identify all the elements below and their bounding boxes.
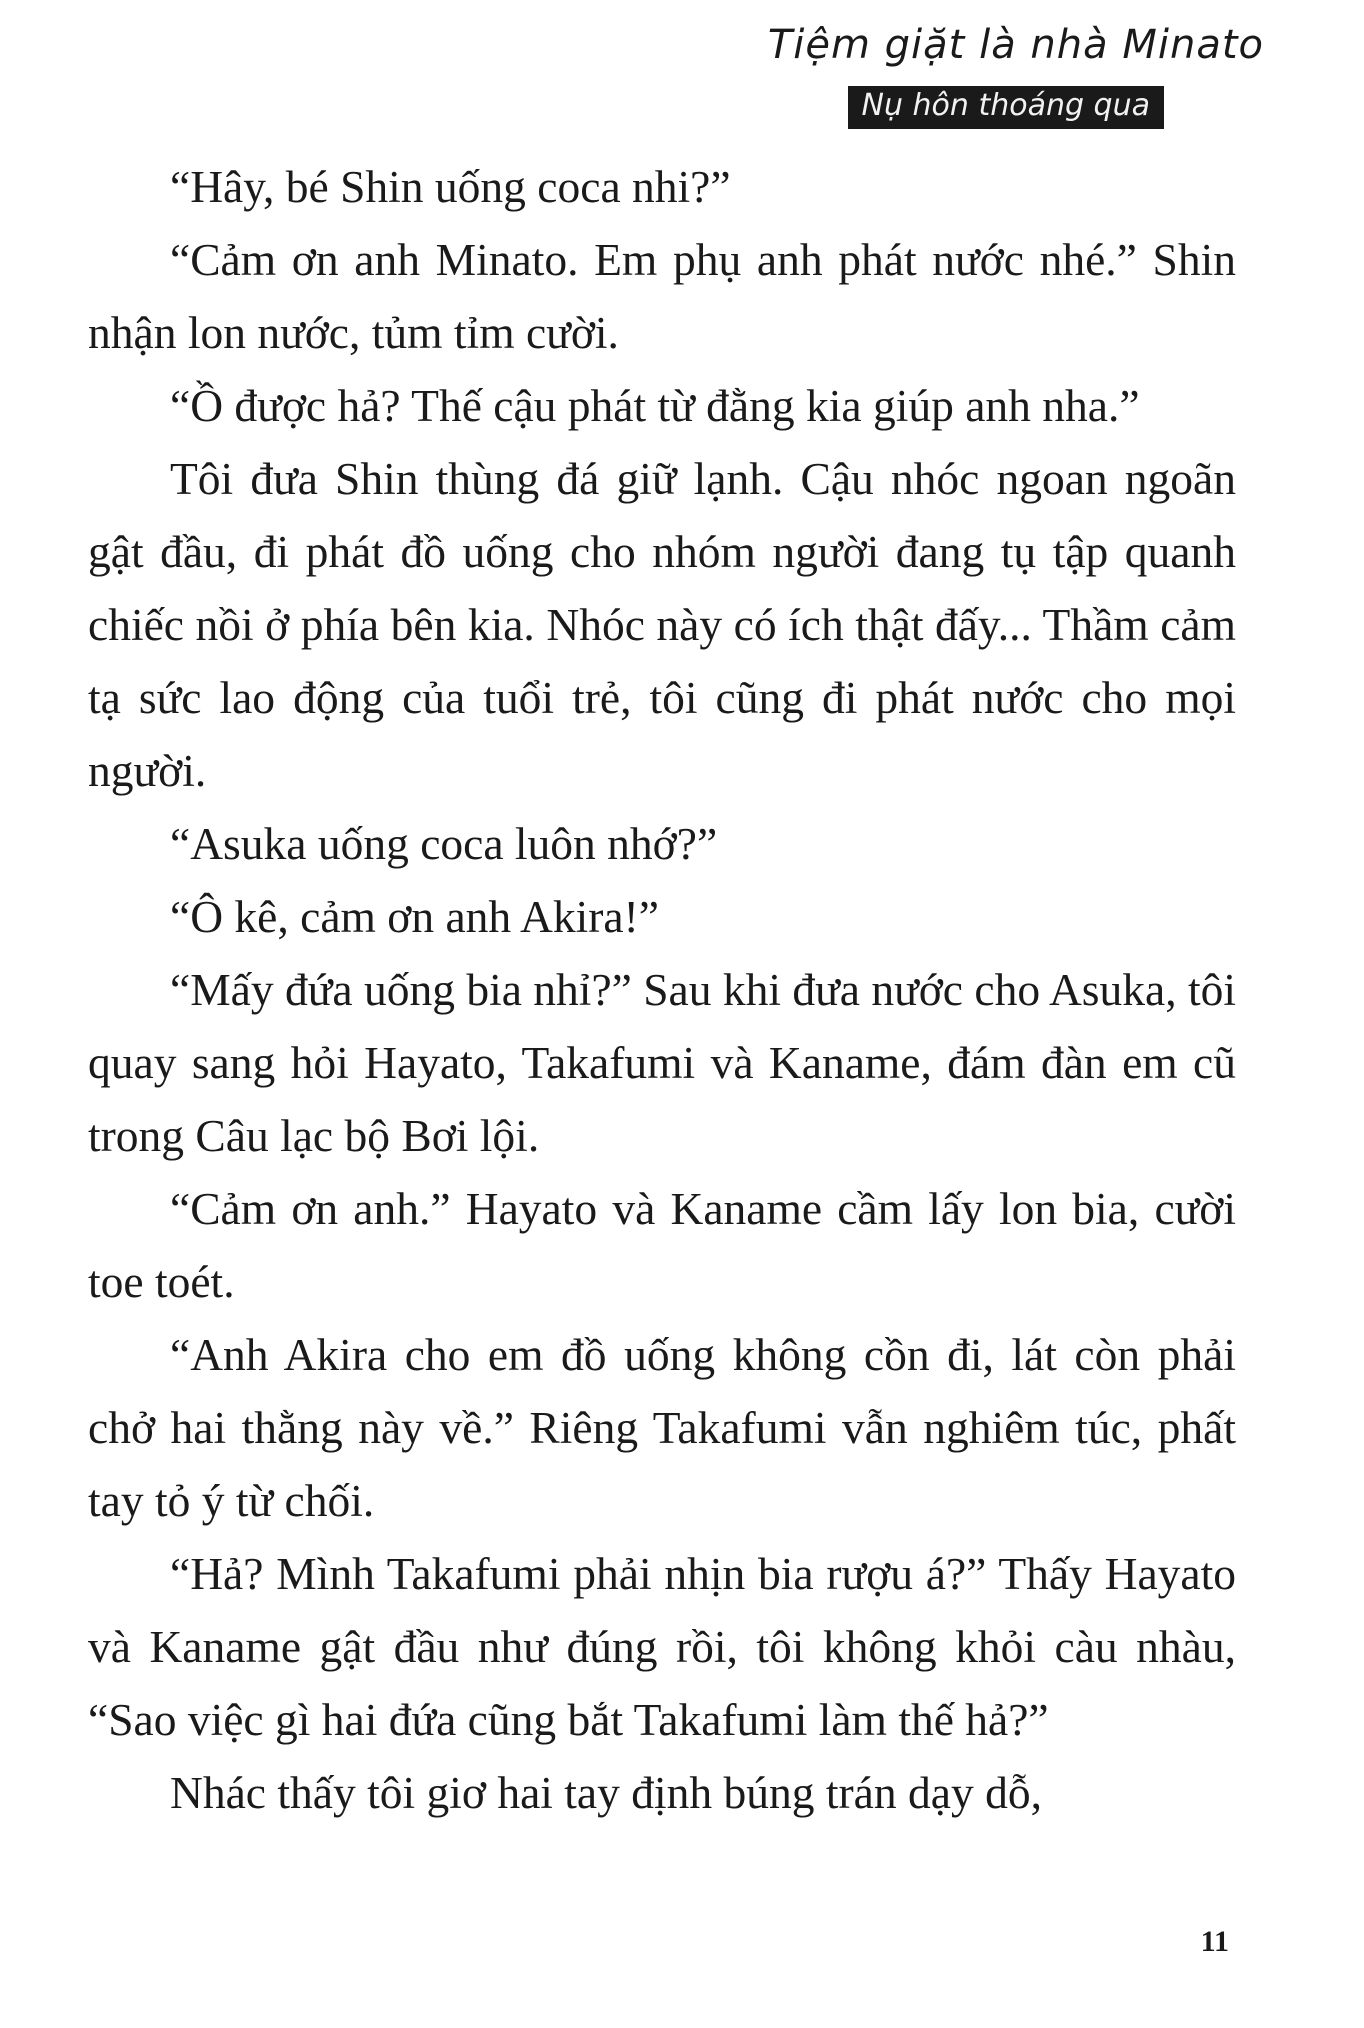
running-header-title: Tiệm giặt là nhà Minato (767, 22, 1264, 68)
paragraph: “Hây, bé Shin uống coca nhi?” (170, 161, 731, 212)
paragraph: “Cảm ơn anh.” Hayato và Kaname cầm lấy lon bia, cười toe toét. (88, 1183, 1236, 1307)
page-number: 11 (1200, 1925, 1229, 1958)
paragraph: “Anh Akira cho em đồ uống không cồn đi, lát còn phải chở hai thằng này về.” Riêng Takafumi vẫn nghiêm túc, phất tay tỏ ý từ chối. (88, 1329, 1236, 1526)
paragraph: “Ô kê, cảm ơn anh Akira!” (170, 891, 659, 942)
paragraph: “Mấy đứa uống bia nhỉ?” Sau khi đưa nước cho Asuka, tôi quay sang hỏi Hayato, Takafumi và Kaname, đám đàn em cũ trong Câu lạc bộ Bơi lội. (88, 964, 1236, 1161)
paragraph: Nhác thấy tôi giơ hai tay định búng trán dạy dỗ, (170, 1767, 1042, 1818)
page-body (88, 150, 1236, 1829)
paragraph: “Hả? Mình Takafumi phải nhịn bia rượu á?” Thấy Hayato và Kaname gật đầu như đúng rồi, tôi không khỏi càu nhàu, “Sao việc gì hai đứa cũng bắt Takafumi làm thế hả?” (88, 1548, 1236, 1745)
paragraph: “Ồ được hả? Thế cậu phát từ đằng kia giúp anh nha.” (170, 380, 1140, 431)
paragraph: “Cảm ơn anh Minato. Em phụ anh phát nước nhé.” Shin nhận lon nước, tủm tỉm cười. (88, 234, 1236, 358)
running-header-subtitle: Nụ hôn thoáng qua (848, 86, 1164, 129)
paragraph: “Asuka uống coca luôn nhớ?” (170, 818, 718, 869)
paragraph: Tôi đưa Shin thùng đá giữ lạnh. Cậu nhóc ngoan ngoãn gật đầu, đi phát đồ uống cho nhóm người đang tụ tập quanh chiếc nồi ở phía bên kia. Nhóc này có ích thật đấy... Thầm cảm tạ sức lao động của tuổi trẻ, tôi cũng đi phát nước cho mọi người. (88, 453, 1236, 796)
